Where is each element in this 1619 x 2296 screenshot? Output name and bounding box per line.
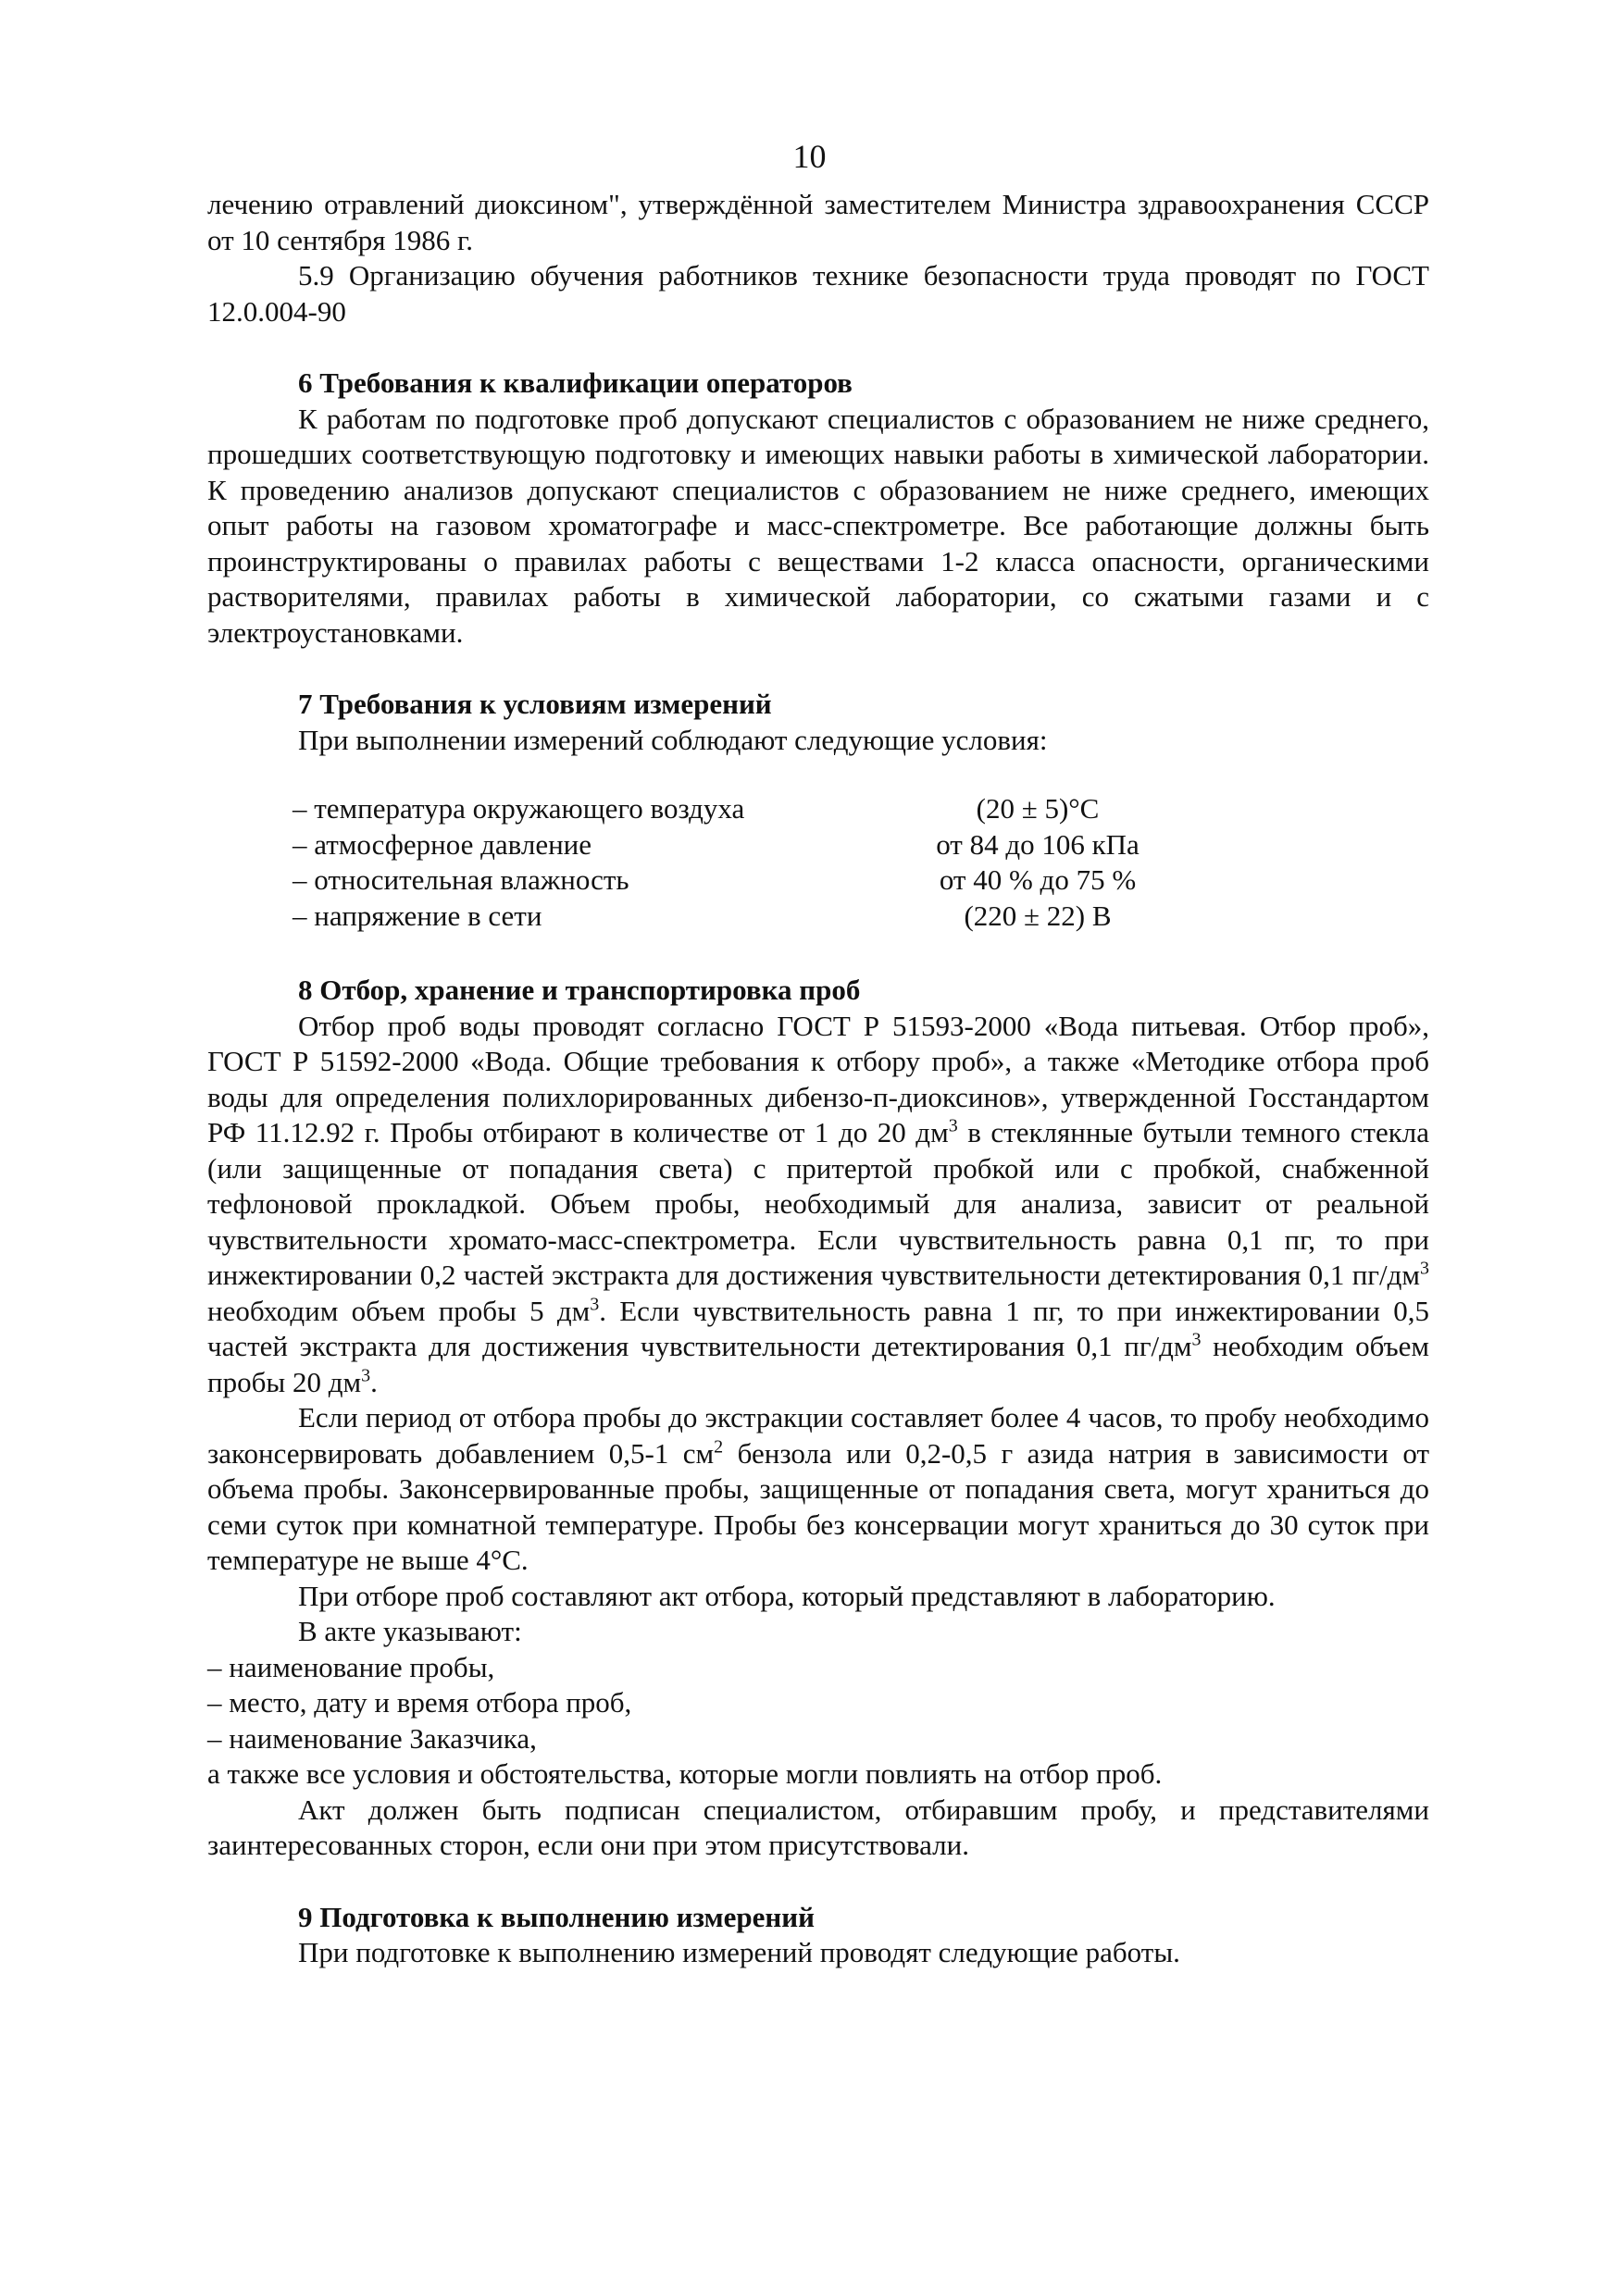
section-6-heading: 6 Требования к квалификации операторов [298,366,853,399]
condition-row [293,791,1172,827]
section-8-paragraph-1: Отбор проб воды проводят согласно ГОСТ Р 51593-2000 «Вода питьевая. Отбор проб», ГОСТ Р 51592-2000 «Вода. Общие требования к отбору проб», а также «Методике отбора проб воды для определения полихлорированных дибензо-п-диоксинов», утвержденной Госстандартом РФ 11.12.92 г. Пробы отбирают в количестве от 1 до 20 $дм^3$ в стеклянные бутыли темного стекла (или защищенные от попадания света) с притертой пробкой или с пробкой, снабженной тефлоновой прокладкой. Объем пробы, необходимый для анализа, зависит от реальной чувствительности хромато-масс-спектрометра. Если чувствительность равна 0,1 пг, то при инжектировании 0,2 частей экстракта для достижения чувствительности детектирования 0,1 $пг/дм^3$ необходим объем пробы 5 $дм^3$. Если чувствительность равна 1 пг, то при инжектировании 0,5 частей экстракта для достижения чувствительности детектирования 0,1 $пг/дм^3$ необходим объем пробы 20 $дм^3$. [207,1009,1429,1398]
section-8-paragraph-5: а также все условия и обстоятельства, которые могли повлиять на отбор проб. [207,1757,1163,1790]
condition-param: – напряжение в сети [293,899,542,932]
section-9-heading: 9 Подготовка к выполнению измерений [298,1900,815,1933]
section-7-intro: При выполнении измерений соблюдают следующие условия: [298,723,1048,756]
section-8-paragraph-3: При отборе проб составляют акт отбора, который представляют в лабораторию. [298,1579,1276,1612]
condition-value: (220 ± 22) В [964,899,1112,932]
section-6-body: К работам по подготовке проб допускают специалистов с образованием не ниже среднего, прошедших соответствующую подготовку и имеющих навыки работы в химической лаборатории. К проведению анализов допускают специалистов с образованием не ниже среднего, имеющих опыт работы на газовом хроматографе и масс-спектрометре. Все работающие должны быть проинструктированы о правилах работы с веществами 1-2 класса опасности, органическими растворителями, правилах работы в химической лаборатории, со сжатыми газами и с электроустановками. [207,402,1429,649]
condition-value: от 40 % до 75 % [939,863,1137,896]
section-8-paragraph-2: Если период от отбора пробы до экстракции составляет более 4 часов, то пробу необходимо законсервировать добавлением 0,5-1 $см^2$ бензола или 0,2-0,5 г азида натрия в зависимости от объема пробы. Законсервированные пробы, защищенные от попадания света, могут храниться до семи суток при комнатной температуре. Пробы без консервации могут храниться до 30 суток при температуре не выше 4°С. [207,1401,1430,1576]
condition-value: (20 ± 5)°С [976,792,1100,825]
section-9-body: При подготовке к выполнению измерений проводят следующие работы. [298,1936,1180,1968]
section-8-heading: 8 Отбор, хранение и транспортировка проб [298,974,861,1006]
clause-5-9: 5.9 Организацию обучения работников технике безопасности труда проводят по ГОСТ 12.0.004-90 [207,259,1429,328]
section-8-paragraph-6: Акт должен быть подписан специалистом, отбиравшим пробу, и представителями заинтересованных сторон, если они при этом присутствовали. [207,1793,1429,1861]
condition-value: от 84 до 106 кПа [936,827,1140,861]
conditions-table [293,791,1172,934]
list-item: – наименование Заказчика, [207,1721,537,1755]
section-7-heading: 7 Требования к условиям измерений [298,688,772,720]
page-content [207,187,1429,1971]
list-item: – место, дату и время отбора проб, [207,1686,632,1719]
condition-param: – атмосферное давление [293,827,592,861]
condition-row [293,899,1172,935]
condition-row [293,863,1172,899]
condition-param: – относительная влажность [293,863,629,896]
condition-param: – температура окружающего воздуха [293,792,745,825]
condition-row [293,827,1172,863]
list-item: – наименование пробы, [207,1650,495,1683]
section-8-paragraph-4: В акте указывают: [298,1615,522,1647]
intro-continuation: лечению отравлений диоксином", утверждённой заместителем Министра здравоохранения СССР от 10 сентября 1986 г. [207,188,1429,256]
page-number: 10 [792,138,827,175]
